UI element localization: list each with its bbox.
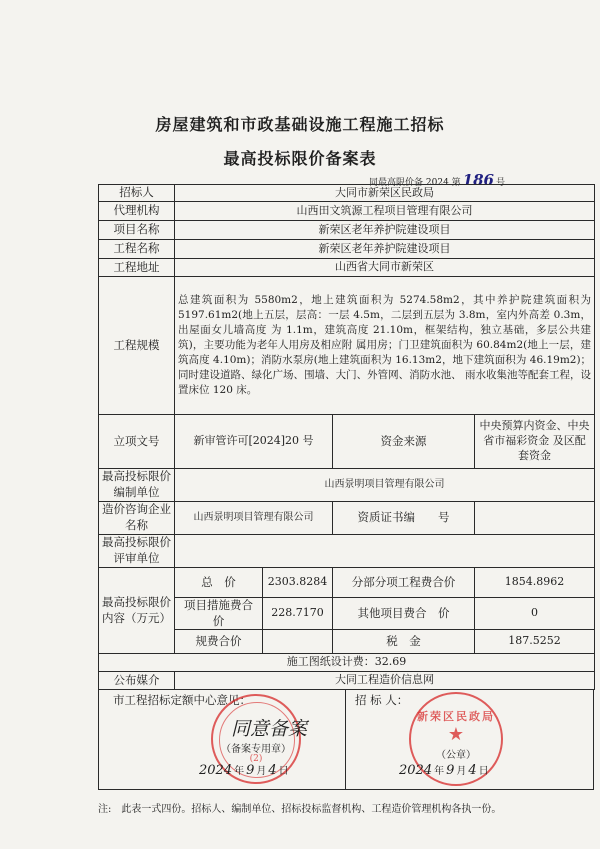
approval-label: 立项文号 xyxy=(99,415,175,469)
opinion-date xyxy=(199,762,291,778)
signature-divider xyxy=(345,690,346,789)
tax-label: 税 金 xyxy=(333,630,475,654)
consult-company-value: 山西景明项目管理有限公司 xyxy=(175,502,333,535)
project-name-label: 项目名称 xyxy=(99,221,175,240)
price-limit-label: 最高投标限价内容（万元） xyxy=(99,568,175,654)
form-title-line1: 房屋建筑和市政基础设施工程施工招标 xyxy=(155,115,445,134)
tenderer-date-year: 2024 xyxy=(399,763,433,778)
subitem-cost-label: 分部分项工程费合价 xyxy=(333,568,475,598)
agency-value: 山西田文筑源工程项目管理有限公司 xyxy=(175,202,595,221)
registration-suffix: 号 xyxy=(495,178,505,188)
tenderer-date-year-unit: 年 xyxy=(434,766,445,777)
engineering-name-value: 新荣区老年养护院建设项目 xyxy=(175,240,595,259)
filing-table xyxy=(98,184,595,690)
review-unit-value xyxy=(175,535,595,568)
registration-handwritten-number: 186 xyxy=(462,171,494,189)
compiler-label: 最高投标限价编制单位 xyxy=(99,469,175,502)
opinion-date-month-unit: 月 xyxy=(256,766,267,777)
certificate-number-value xyxy=(475,502,595,535)
opinion-date-month: 9 xyxy=(246,763,255,778)
tenderer-date-month-unit: 月 xyxy=(456,766,467,777)
tenderer-date-month: 9 xyxy=(446,763,455,778)
opinion-date-day-unit: 日 xyxy=(278,766,289,777)
footnote: 注: 此表一式四份。招标人、编制单位、招标投标监督机构、工程造价管理机构各执一份。 xyxy=(98,804,502,815)
measure-cost-value: 228.7170 xyxy=(263,598,333,630)
address-value: 山西省大同市新荣区 xyxy=(175,259,595,277)
address-label: 工程地址 xyxy=(99,259,175,277)
compiler-value: 山西景明项目管理有限公司 xyxy=(175,469,595,502)
filing-stamp-note: （备案专用章） xyxy=(221,744,291,755)
project-name-value: 新荣区老年养护院建设项目 xyxy=(175,221,595,240)
media-label: 公布媒介 xyxy=(99,672,175,690)
tenderer-date-day-unit: 日 xyxy=(478,766,489,777)
scale-label: 工程规模 xyxy=(99,277,175,415)
opinion-date-day: 4 xyxy=(268,763,277,778)
tenderer-date xyxy=(399,762,491,778)
media-value: 大同工程造价信息网 xyxy=(175,672,595,690)
other-cost-value: 0 xyxy=(475,598,595,630)
consult-company-label: 造价咨询企业名称 xyxy=(99,502,175,535)
opinion-label: 市工程招标定额中心意见： xyxy=(113,693,251,707)
subitem-cost-value: 1854.8962 xyxy=(475,568,595,598)
registration-prefix: 同最高限价备 2024 第 xyxy=(369,178,461,188)
approval-value: 新审管许可[2024]20 号 xyxy=(175,415,333,469)
fee-label: 规费合价 xyxy=(175,630,263,654)
tenderer-signature-label: 招 标 人： xyxy=(355,693,409,707)
tenderer-seal-note: （公章） xyxy=(436,750,476,761)
tenderer-date-day: 4 xyxy=(468,763,477,778)
opinion-handwritten-text: 同意备案 xyxy=(231,718,308,740)
design-fee: 施工图纸设计费：32.69 xyxy=(99,654,595,672)
other-cost-label: 其他项目费合 价 xyxy=(333,598,475,630)
measure-cost-label: 项目措施费合 价 xyxy=(175,598,263,630)
review-unit-label: 最高投标限价评审单位 xyxy=(99,535,175,568)
total-price-value: 2303.8284 xyxy=(263,568,333,598)
tenderer-value: 大同市新荣区民政局 xyxy=(175,185,595,202)
filing-stamp-number: (2) xyxy=(249,754,263,764)
opinion-date-year: 2024 xyxy=(199,763,233,778)
agency-label: 代理机构 xyxy=(99,202,175,221)
form-title-line2: 最高投标限价备案表 xyxy=(223,149,377,168)
engineering-name-label: 工程名称 xyxy=(99,240,175,259)
scale-description: 总建筑面积为 5580m2，地上建筑面积为 5274.58m2，其中养护院建筑面积为 5197.61m2(地上五层，层高：一层 4.5m，二层到五层为 3.8m，室内外高差 0.3m，出屋面女儿墙高度 为 1.1m，建筑高度 21.10m，框架结构，独立基础，多层公共建筑)，主要功能为老年人用房及相应附 属用房；门卫建筑面积为 60.84m2(地上一层，建筑高度 4.10m)；消防水泵房(地上建筑面积为 16.13m2，地下建筑面积为 46.19m2)；同时建设道路、绿化广场、围墙、大门、外管网、消防水池、 雨水收集池等配套工程，设置床位 120 床。 xyxy=(175,277,595,415)
opinion-date-year-unit: 年 xyxy=(234,766,245,777)
tenderer-label: 招标人 xyxy=(99,185,175,202)
certificate-number-label: 资质证书编 号 xyxy=(333,502,475,535)
signature-section xyxy=(98,690,594,790)
tax-value: 187.5252 xyxy=(475,630,595,654)
tenderer-seal-text: 新荣区民政局 xyxy=(417,710,495,723)
fund-source-label: 资金来源 xyxy=(333,415,475,469)
total-price-label: 总 价 xyxy=(175,568,263,598)
fund-source-value: 中央预算内资金、中央省市福彩资金 及区配套资金 xyxy=(475,415,595,469)
fee-value xyxy=(263,630,333,654)
tenderer-seal-star-icon: ★ xyxy=(447,724,465,745)
